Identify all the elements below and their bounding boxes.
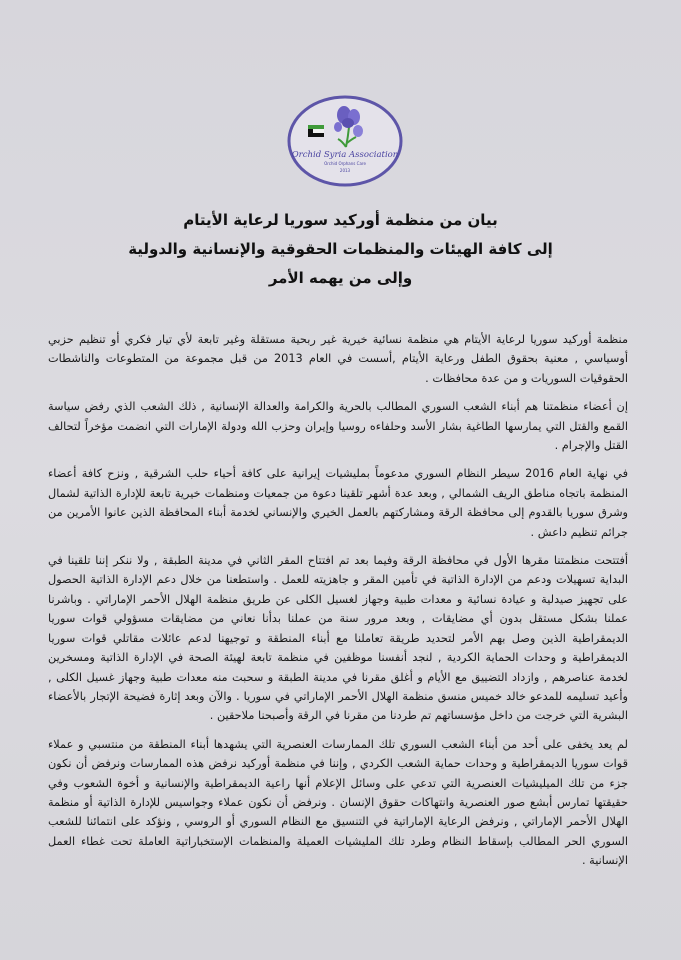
- logo-year: 2013: [339, 168, 351, 173]
- paragraph-rejection: لم يعد يخفى على أحد من أبناء الشعب السوري تلك الممارسات العنصرية التي يشهدها أبناء المنطقة من منتسبي و عملاء قوات سوريا الديمقراطية و وحدات حماية الشعب الكردي , وإننا في منظمة أوركيد نرفض هذه الممارسات ونرفض أن نكون جزء من تلك الميليشيات العنصرية التي تدعي على وسائل الإعلام أنها راعية الديمقراطية والإنسانية و أخوة الشعوب وفي حقيقتها تمارس أبشع صور العنصرية وانتهاكات حقوق الإنسان . ونرفض أن نكون عملاء وجواسيس للإدارة الذاتية أو منظمة الهلال الأحمر الإماراتي , ونرفض الرعاية الإماراتية في التنسيق مع النظام السوري أو الروسي , ونؤكد على انتمائنا للشعب السوري الحر المطالب بإسقاط النظام وطرد تلك المليشيات العميلة والمنظمات الإستخباراتية العاملة تحت غطاء العمل الإنسانية .: [48, 737, 628, 868]
- logo-subtitle: Orchid Orphans Care: [324, 161, 366, 166]
- title-line-1: بيان من منظمة أوركيد سوريا لرعاية الأيتام: [183, 211, 498, 229]
- paragraph-2016: في نهاية العام 2016 سيطر النظام السوري مدعوماً بمليشيات إيرانية على كافة أحياء حلب الشرقية , ونزح كافة أعضاء المنظمة باتجاه مناطق الريف الشمالي , وبعد عدة أشهر تلقينا دعوة من جمعيات ومنظمات خيرية تابعة للإدارة الذاتية لشمال وشرق سوريا بالقدوم إلى محافظة الرقة ومشاركتهم بالعمل الخيري والإنساني لخدمة أبناء المحافظة الذين عانوا الأمرين من جرائم تنظيم داعش .: [48, 467, 628, 539]
- paragraph-members: إن أعضاء منظمتنا هم أبناء الشعب السوري المطالب بالحرية والكرامة والعدالة الإنسانية , ذلك الشعب الذي رفض سياسة القمع والقتل التي يمارسها الطاغية بشار الأسد وحلفاءه روسيا وإيران وحزب الله ودولة الإمارات التي انضمت مؤخراً لتحالف القتل والإجرام .: [48, 400, 628, 453]
- statement-body: [48, 330, 628, 880]
- logo-graphic: [286, 95, 404, 187]
- logo-name: Orchid Syria Association: [291, 150, 399, 160]
- syrian-flag-icon: [308, 125, 324, 137]
- paragraph-about: منظمة أوركيد سوريا لرعاية الأيتام هي منظمة نسائية خيرية غير ربحية مستقلة وغير تابعة لأي تيار فكري أو تنظيم حزبي أوسياسي , معنية بحقوق الطفل ورعاية الأيتام ,أسست في العام 2013 من قبل مجموعة من المتطوعات والناشطات الحقوقيات السوريات و من عدة محافظات .: [48, 333, 628, 385]
- orchid-syria-logo: [286, 95, 404, 187]
- statement-heading: [60, 206, 621, 293]
- title-line-3: وإلى من يهمه الأمر: [268, 269, 413, 287]
- paragraph-offices: أفتتحت منظمتنا مقرها الأول في محافظة الرقة وفيما بعد تم افتتاح المقر الثاني في مدينة الطبقة , ولا ننكر إننا تلقينا في البداية تسهيلات ودعم من الإدارة الذاتية في تأمين المقر و جاهزيته للعمل . واستطعنا من خلال دعم الإدارة الذاتية الحصول على تجهيز صيدلية و عيادة نسائية و معدات طبية وجهاز لغسيل الكلى عن طريق منظمة الهلال الأحمر الإماراتي . وباشرنا عملنا بشكل مستقل بدون أي مضايقات , وبعد مرور سنة من عملنا بدأنا نعاني من مضايقات مسؤولي قوات سوريا الديمقراطية الذين وصل بهم الأمر لتحديد طريقة تعاملنا مع أبناء المنطقة و توجيهنا لدعم عائلات مقاتلي قوات سوريا الديمقراطية و وحدات الحماية الكردية , لنجد أنفسنا موظفين في منظمة تابعة لهيئة الصحة في الإدارة الذاتية ومسخرين لخدمة عناصرهم , وازداد التضييق مع الأيام و أغلق مقرنا في مدينة الطبقة و سحبت منه معدات طبية وجهاز غسيل الكلى , وأعيد تسليمه للمدعو خالد خميس منسق منظمة الهلال الأحمر الإماراتي في سوريا . والآن وبعد إثارة فضيحة الإتجار بالأعضاء البشرية التي خرجت من داخل مؤسساتهم تم طردنا من مقرنا في الرقة وأصبحنا ملاحقين .: [48, 554, 628, 723]
- title-line-2: إلى كافة الهيئات والمنظمات الحقوقية والإنسانية والدولية: [128, 240, 553, 258]
